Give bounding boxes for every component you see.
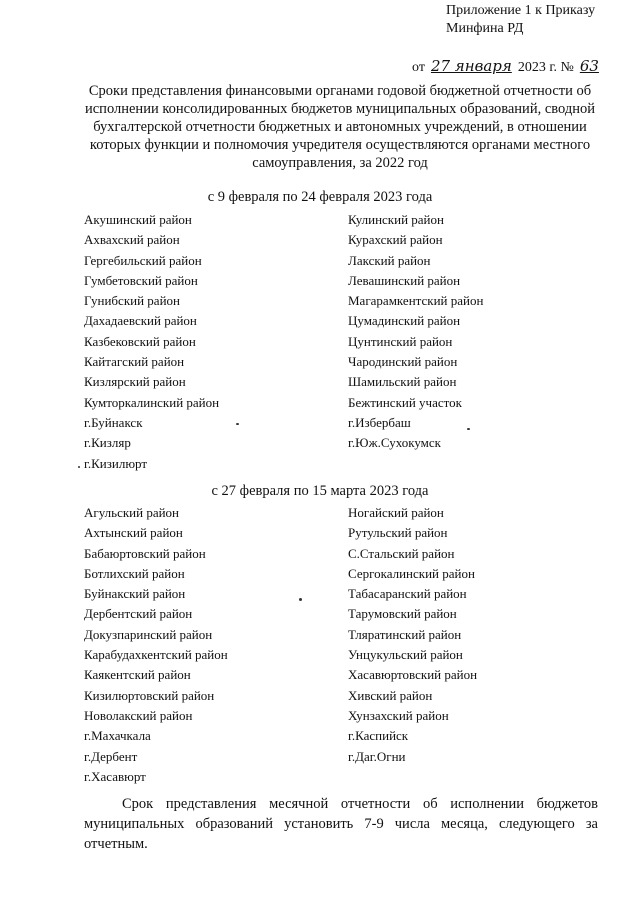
municipality-item: Ногайский район [348, 505, 444, 520]
municipality-item: Гунибский район [84, 293, 180, 309]
municipality-item: Тляратинский район [348, 626, 462, 642]
municipality-item: Левашинский район [348, 272, 461, 288]
municipality-item: Акушинский район [84, 212, 192, 227]
municipality-item: г.Хасавюрт [84, 768, 146, 784]
municipality-item: Казбековский район [84, 333, 196, 349]
monthly-reporting-note: Срок представления месячной отчетности об исполнении бюджетов муниципальных образований установить 7-9 числа месяца, следующего за отчетным. [84, 796, 598, 852]
period-2-right-list [348, 503, 477, 767]
municipality-item: Кизилюртовский район [84, 687, 215, 703]
municipality-item: Курахский район [348, 232, 443, 248]
municipality-item: г.Кизляр [84, 435, 131, 451]
municipality-item: Буйнакский район [84, 586, 186, 602]
municipality-item: Ботлихский район [84, 565, 185, 581]
order-year: 2023 г. № [517, 60, 574, 75]
order-number-handwritten: 63 [579, 57, 599, 75]
municipality-item: Шамильский район [348, 374, 457, 390]
municipality-item: Бежтинский участок [348, 394, 462, 410]
municipality-item: Хунзахский район [348, 707, 449, 723]
municipality-item: Цунтинский район [348, 333, 453, 349]
municipality-item: Цумадинский район [348, 313, 461, 329]
municipality-item: Агульский район [84, 505, 179, 520]
municipality-item: г.Даг.Огни [348, 748, 406, 764]
annex-line-2: Минфина РД [446, 21, 524, 36]
municipality-item: Кизлярский район [84, 374, 186, 390]
municipality-item: Рутульский район [348, 525, 448, 541]
municipality-item: г.Каспийск [348, 728, 409, 744]
municipality-item: Кумторкалинский район [84, 394, 220, 410]
municipality-item: Чародинский район [348, 354, 458, 370]
period-2-heading: с 27 февраля по 15 марта 2023 года [211, 483, 429, 499]
municipality-item: г.Дербент [84, 748, 138, 764]
municipality-item: Хасавюртовский район [348, 667, 478, 683]
municipality-item: Табасаранский район [348, 586, 467, 602]
municipality-item: г.Юж.Сухокумск [348, 435, 441, 451]
period-2-left-list [84, 503, 228, 787]
municipality-item: Кулинский район [348, 212, 444, 227]
document-title: Сроки представления финансовыми органами годовой бюджетной отчетности об исполнении консолидированных бюджетов муниципальных образований, сводной бухгалтерской отчетности бюджетных и автономных учреждений, в отношении которых функции и полномочия учредителя осуществляются органами местного самоуправления, за 2022 год [84, 83, 595, 171]
municipality-item: Хивский район [348, 687, 433, 703]
municipality-item: г.Кизилюрт [84, 455, 148, 471]
scan-speck [467, 428, 470, 430]
municipality-item: Лакский район [348, 252, 431, 268]
municipality-item: Унцукульский район [348, 647, 463, 663]
municipality-item: Новолакский район [84, 707, 193, 723]
municipality-item: Гумбетовский район [84, 272, 198, 288]
municipality-item: Тарумовский район [348, 606, 457, 622]
municipality-item: Дербентский район [84, 606, 193, 622]
municipality-item: Ахвахский район [84, 232, 180, 248]
order-date-handwritten: 27 января [430, 57, 512, 75]
municipality-item: Сергокалинский район [348, 565, 475, 581]
order-prefix: от [412, 60, 425, 75]
municipality-item: Гергебильский район [84, 252, 202, 268]
municipality-item: Ахтынский район [84, 525, 183, 541]
municipality-item: Карабудахкентский район [84, 647, 228, 663]
municipality-item: Магарамкентский район [348, 293, 484, 309]
period-1-left-list [84, 210, 219, 474]
period-1-right-list [348, 210, 483, 454]
period-1-heading: с 9 февраля по 24 февраля 2023 года [207, 189, 433, 205]
municipality-item: г.Избербаш [348, 414, 411, 430]
municipality-item: Бабаюртовский район [84, 545, 206, 561]
municipality-item: Докузпаринский район [84, 626, 213, 642]
annex-reference [446, 2, 595, 38]
municipality-item: г.Буйнакск [84, 414, 143, 430]
municipality-item: Каякентский район [84, 667, 191, 683]
municipality-item: г.Махачкала [84, 728, 151, 744]
municipality-item: Кайтагский район [84, 354, 185, 370]
municipality-item: С.Стальский район [348, 545, 455, 561]
municipality-item: Дахадаевский район [84, 313, 197, 329]
scan-speck [236, 423, 239, 425]
scan-speck [299, 598, 302, 601]
order-reference [412, 57, 605, 77]
scan-speck [78, 466, 80, 468]
annex-line-1: Приложение 1 к Приказу [446, 3, 596, 18]
